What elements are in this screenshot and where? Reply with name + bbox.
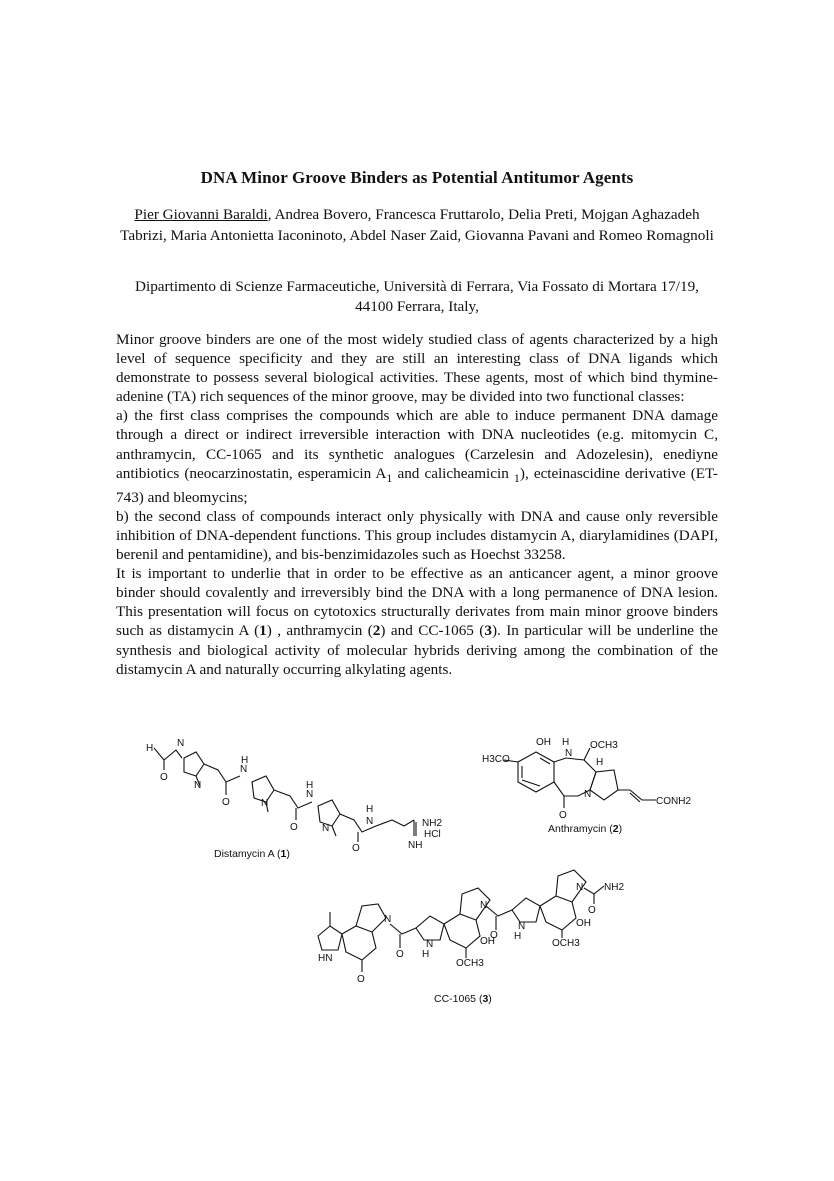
atom-label: OCH3 [552,938,580,949]
atom-label: N [322,823,330,834]
atom-label: O [160,772,168,783]
anthramycin-caption: Anthramycin (2) [548,823,623,835]
anthramycin-structure [482,737,691,835]
presenting-author: Pier Giovanni Baraldi [134,206,268,223]
atom-label: N [177,738,185,749]
affiliation: Dipartimento di Scienze Farmaceutiche, Università di Ferrara, Via Fossato di Mortara 17/19, 44100 Ferrara, Italy, [135,278,699,315]
atom-label: O [490,930,498,941]
distamycin-caption: Distamycin A (1) [214,848,290,860]
atom-label: H3CO [482,754,510,765]
atom-label: N [565,748,573,759]
atom-label: HN [318,953,333,964]
abstract-paragraph-intro: Minor groove binders are one of the most widely studied class of agents characterized by a high level of sequence specificity and they are still an interesting class of DNA ligands which demonstrate to possess several biological activities. These agents, most of which bind thymine-adenine (TA) rich sequences of the minor groove, may be divided into two functional classes: [116,331,718,406]
atom-label: N [576,882,584,893]
atom-label: CONH2 [656,796,692,807]
abstract-paragraph-focus: It is important to underlie that in order to be effective as an anticancer agent, a minor groove binder should covalently and irreversibly bind the DNA with a long permanence of DNA lesion. This presentation will focus on cytotoxics structurally derivates from main minor groove binders such as distamycin A (1) , anthramycin (2) and CC-1065 (3). In particular will be underline the synthesis and biological activity of molecular hybrids deriving among the combination of the distamycin A and naturally occurring alkylating agents. [116,565,719,678]
atom-label: H [562,737,570,748]
atom-label: N [480,900,488,911]
atom-label: N [518,921,526,932]
atom-label: H [366,804,374,815]
paper-title: DNA Minor Groove Binders as Potential Antitumor Agents [200,168,634,187]
atom-label: H [596,757,604,768]
atom-label: NH [408,840,423,851]
abstract-paragraph-class-b: b) the second class of compounds interact only physically with DNA and cause only reversible inhibition of DNA-dependent functions. This group includes distamycin A, diarylamidines (DAPI, berenil and pentamidine), and bis-benzimidazoles such as Hoechst 33258. [116,507,718,564]
atom-label: OCH3 [456,958,484,969]
atom-label: OH [536,737,551,748]
cc1065-caption: CC-1065 (3) [434,993,492,1005]
cc1065-structure [318,870,624,1005]
atom-label: N [306,789,314,800]
atom-label: NH2 [422,818,443,829]
abstract-paragraph-class-a: a) the first class comprises the compounds which are able to induce permanent DNA damage through a direct or indirect irreversible interaction with DNA nucleotides (e.g. mitomycin C, anthramycin, CC-1065 and its synthetic analogues (Carzelesin and Adozelesin), enediyne antibiotics (neocarzinostatin, esperamicin $A_1$ and calicheamicin $_1$), ecteinascidine derivative (ET-743) and bleomycins; [116,407,718,506]
atom-label: O [588,905,596,916]
atom-label: N [240,764,248,775]
atom-label: O [396,949,404,960]
atom-label: N [426,939,434,950]
atom-label: O [559,810,567,821]
atom-label: N [194,780,202,791]
atom-label: NH2 [604,882,625,893]
atom-label: H [306,780,314,791]
distamycin-structure [146,738,442,860]
atom-label: N [384,914,392,925]
atom-label: H [514,931,522,942]
atom-label: OCH3 [590,740,618,751]
co-authors: , Andrea Bovero, Francesca Fruttarolo, Delia Preti, Mojgan Aghazadeh Tabrizi, Maria Antonietta Iaconinoto, Abdel Naser Zaid, Giovanna Pavani and Romeo Romagnoli [120,206,714,244]
atom-label: O [357,974,365,985]
atom-label: N [366,816,374,827]
atom-label: O [352,843,360,854]
atom-label: OH [576,918,591,929]
atom-label: N [584,789,592,800]
atom-label: H [146,743,154,754]
atom-label: OH [480,936,495,947]
atom-label: O [290,822,298,833]
atom-label: N [261,798,269,809]
atom-label: HCl [424,829,441,840]
atom-label: O [222,797,230,808]
atom-label: H [241,755,249,766]
atom-label: H [422,949,430,960]
